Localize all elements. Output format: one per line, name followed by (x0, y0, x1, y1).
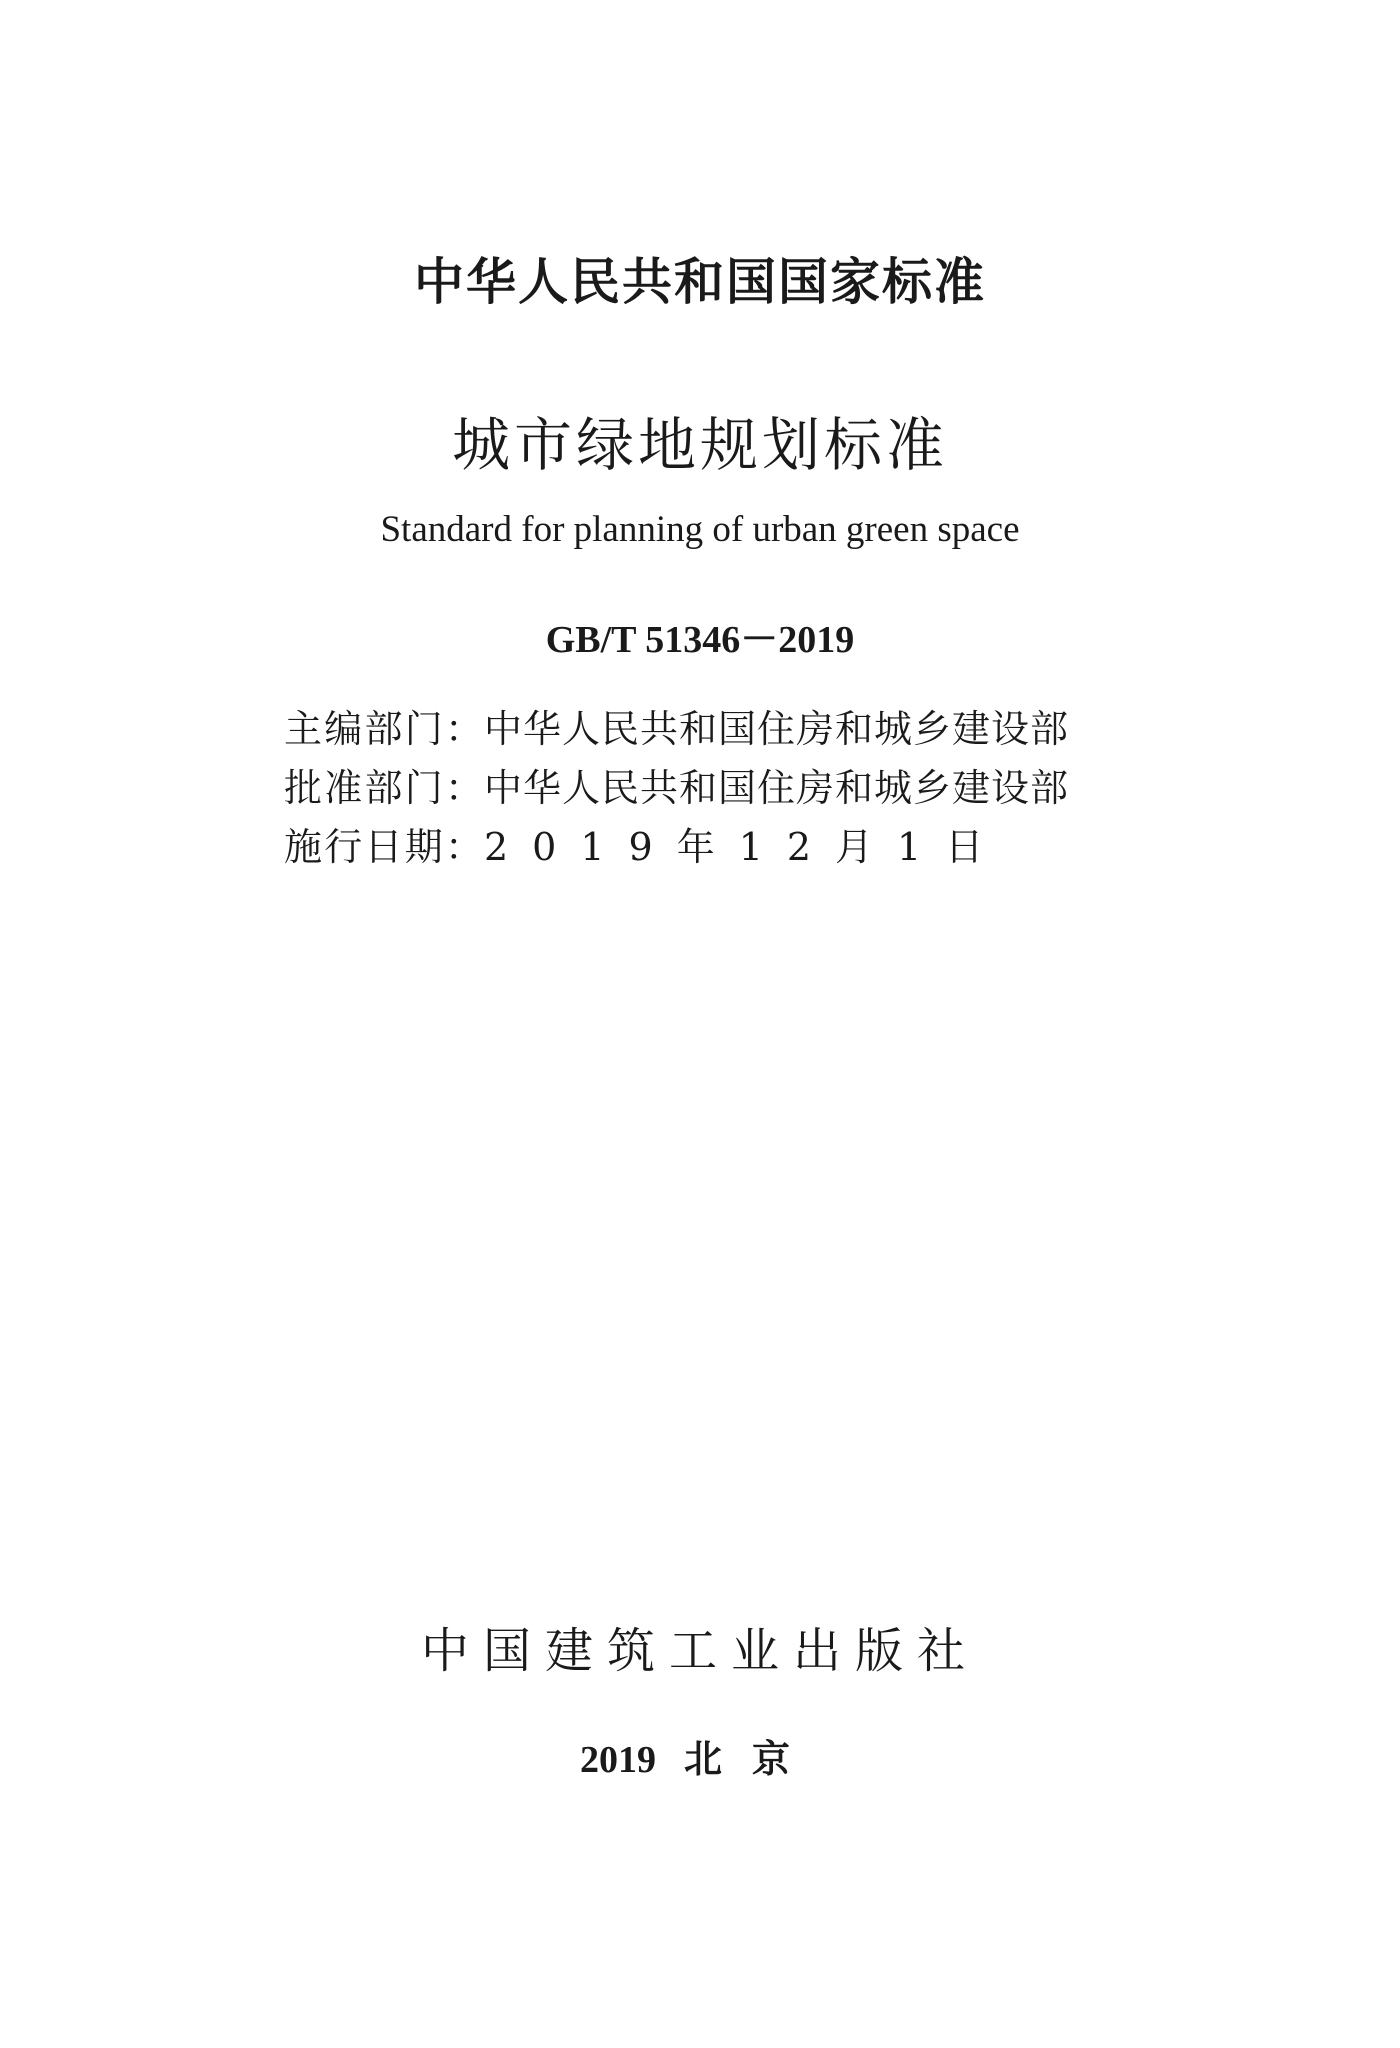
publication-year: 2019 (579, 1739, 656, 1781)
publication-place (0, 1728, 1400, 1783)
document-title-english: Standard for planning of urban green space (380, 509, 1020, 550)
effective-date-label: 施行日期： (284, 825, 484, 869)
chief-editor-row (284, 700, 1144, 759)
chief-editor-value: 中华人民共和国住房和城乡建设部 (484, 707, 1070, 751)
national-standard-heading: 中华人民共和国国家标准 (414, 253, 986, 311)
approval-row (284, 759, 1144, 818)
publisher-name: 中国建筑工业出版社 (420, 1623, 979, 1679)
publication-city: 北京 (683, 1739, 820, 1781)
effective-date-row (284, 818, 1144, 877)
document-title-chinese: 城市绿地规划标准 (451, 411, 948, 479)
chief-editor-label: 主编部门： (284, 707, 484, 751)
effective-date-value: 2019年12月1日 (484, 825, 1008, 869)
standard-number: GB/T 51346－2019 (545, 619, 855, 661)
issuing-info (284, 700, 1144, 877)
approval-label: 批准部门： (284, 766, 484, 810)
approval-value: 中华人民共和国住房和城乡建设部 (484, 766, 1070, 810)
